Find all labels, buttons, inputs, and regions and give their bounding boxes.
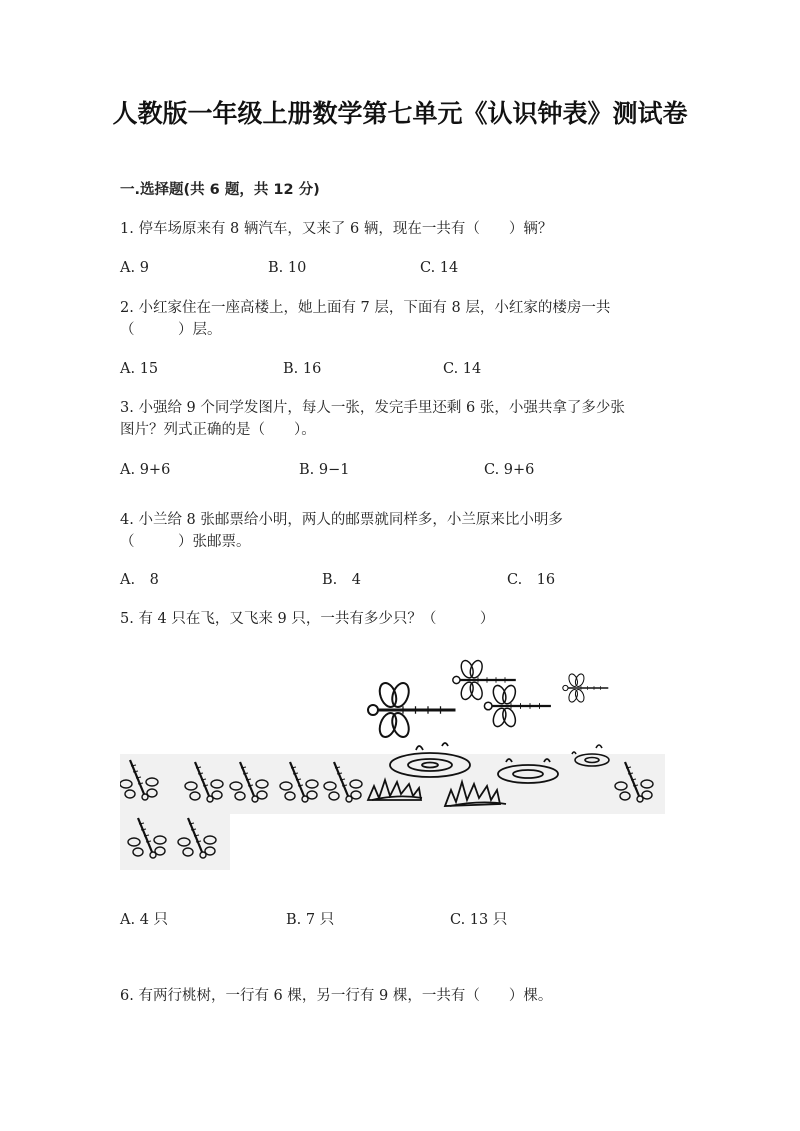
question-4-text-line2: （ ）张邮票。: [120, 534, 251, 550]
dragonfly-illustration: [120, 650, 665, 875]
question-1-text: 1. 停车场原来有 8 辆汽车，又来了 6 辆，现在一共有（ ）辆？: [120, 221, 553, 237]
question-2-option-a[interactable]: A. 15: [120, 361, 159, 377]
question-1-option-b[interactable]: B. 10: [268, 260, 307, 276]
question-6-text: 6. 有两行桃树，一行有 6 棵，另一行有 9 棵，一共有（ ）棵。: [120, 988, 553, 1004]
question-5-text: 5. 有 4 只在飞，又飞来 9 只，一共有多少只？（ ）: [120, 611, 495, 627]
flying-dragonfly-icon: [563, 673, 609, 703]
question-2-option-c[interactable]: C. 14: [443, 361, 482, 377]
question-4-option-c[interactable]: C. 16: [507, 572, 556, 588]
question-3-text-line2: 图片？列式正确的是（ ）。: [120, 422, 316, 438]
question-4-text-line1: 4. 小兰给 8 张邮票给小明，两人的邮票就同样多，小兰原来比小明多: [120, 512, 563, 528]
question-1-option-a[interactable]: A. 9: [120, 260, 149, 276]
question-3-text-line1: 3. 小强给 9 个同学发图片，每人一张，发完手里还剩 6 张，小强共拿了多少张: [120, 400, 625, 416]
page-title: 人教版一年级上册数学第七单元《认识钟表》测试卷: [112, 99, 688, 128]
question-3-option-b[interactable]: B. 9−1: [299, 462, 350, 478]
question-4-option-b[interactable]: B. 4: [322, 572, 361, 588]
question-2-text-line2: （ ）层。: [120, 322, 222, 338]
question-2-text-line1: 2. 小红家住在一座高楼上，她上面有 7 层，下面有 8 层，小红家的楼房一共: [120, 300, 611, 316]
question-2-option-b[interactable]: B. 16: [283, 361, 322, 377]
question-4-option-a[interactable]: A. 8: [120, 572, 159, 588]
question-3-option-a[interactable]: A. 9+6: [120, 462, 171, 478]
question-3-option-c[interactable]: C. 9+6: [484, 462, 535, 478]
flying-dragonfly-icon: [484, 684, 551, 729]
section-heading: 一.选择题(共 6 题，共 12 分): [120, 182, 320, 198]
question-5-option-b[interactable]: B. 7 只: [286, 912, 335, 928]
flying-dragonfly-icon: [368, 681, 456, 740]
question-1-option-c[interactable]: C. 14: [420, 260, 459, 276]
question-5-option-a[interactable]: A. 4 只: [120, 912, 169, 928]
question-5-option-c[interactable]: C. 13 只: [450, 912, 508, 928]
